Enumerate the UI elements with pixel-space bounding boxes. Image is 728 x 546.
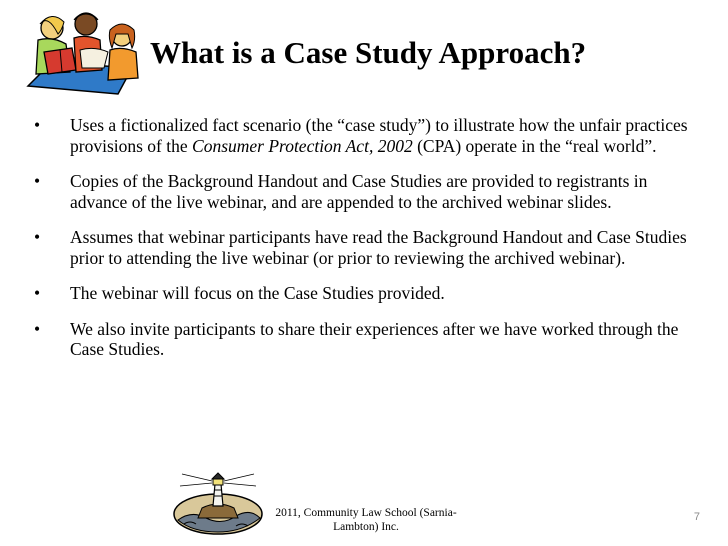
lighthouse-clipart-icon [172, 470, 264, 536]
bullet-text: The webinar will focus on the Case Studies provided. [70, 283, 445, 303]
bullet-text: Copies of the Background Handout and Case Studies are provided to registrants in advance of the live webinar, and are appended to the archived webinar slides. [70, 171, 648, 212]
bullet-symbol: • [34, 283, 41, 303]
bullet-list [34, 115, 700, 375]
bullet-symbol: • [34, 115, 41, 135]
footer-copyright: 2011, Community Law School (Sarnia-Lambton) Inc. [275, 507, 457, 533]
slide-title: What is a Case Study Approach? [150, 35, 587, 70]
bullet-text-before-italic: Uses a fictionalized fact scenario (the “case study”) to illustrate how the unfair practices provisions of the [70, 115, 688, 156]
page-number: 7 [693, 511, 700, 523]
bullet-text: We also invite participants to share their experiences after we have worked through the Case Studies. [70, 318, 679, 359]
bullet-symbol: • [34, 318, 41, 339]
bullet-text-after-italic: (CPA) operate in the “real world”. [412, 135, 657, 156]
bullet-item [34, 227, 700, 268]
bullet-text: Assumes that webinar participants have read the Background Handout and Case Studies prior to attending the live webinar (or prior to reviewing the archived webinar). [70, 227, 687, 268]
bullet-symbol: • [34, 227, 41, 247]
bullet-item [34, 319, 700, 360]
students-reading-clipart-icon [22, 8, 146, 96]
bullet-item [34, 171, 700, 212]
bullet-symbol: • [34, 171, 41, 191]
bullet-item [34, 115, 700, 156]
act-name-italic: Consumer Protection Act, 2002 [192, 135, 413, 156]
bullet-item [34, 283, 700, 304]
